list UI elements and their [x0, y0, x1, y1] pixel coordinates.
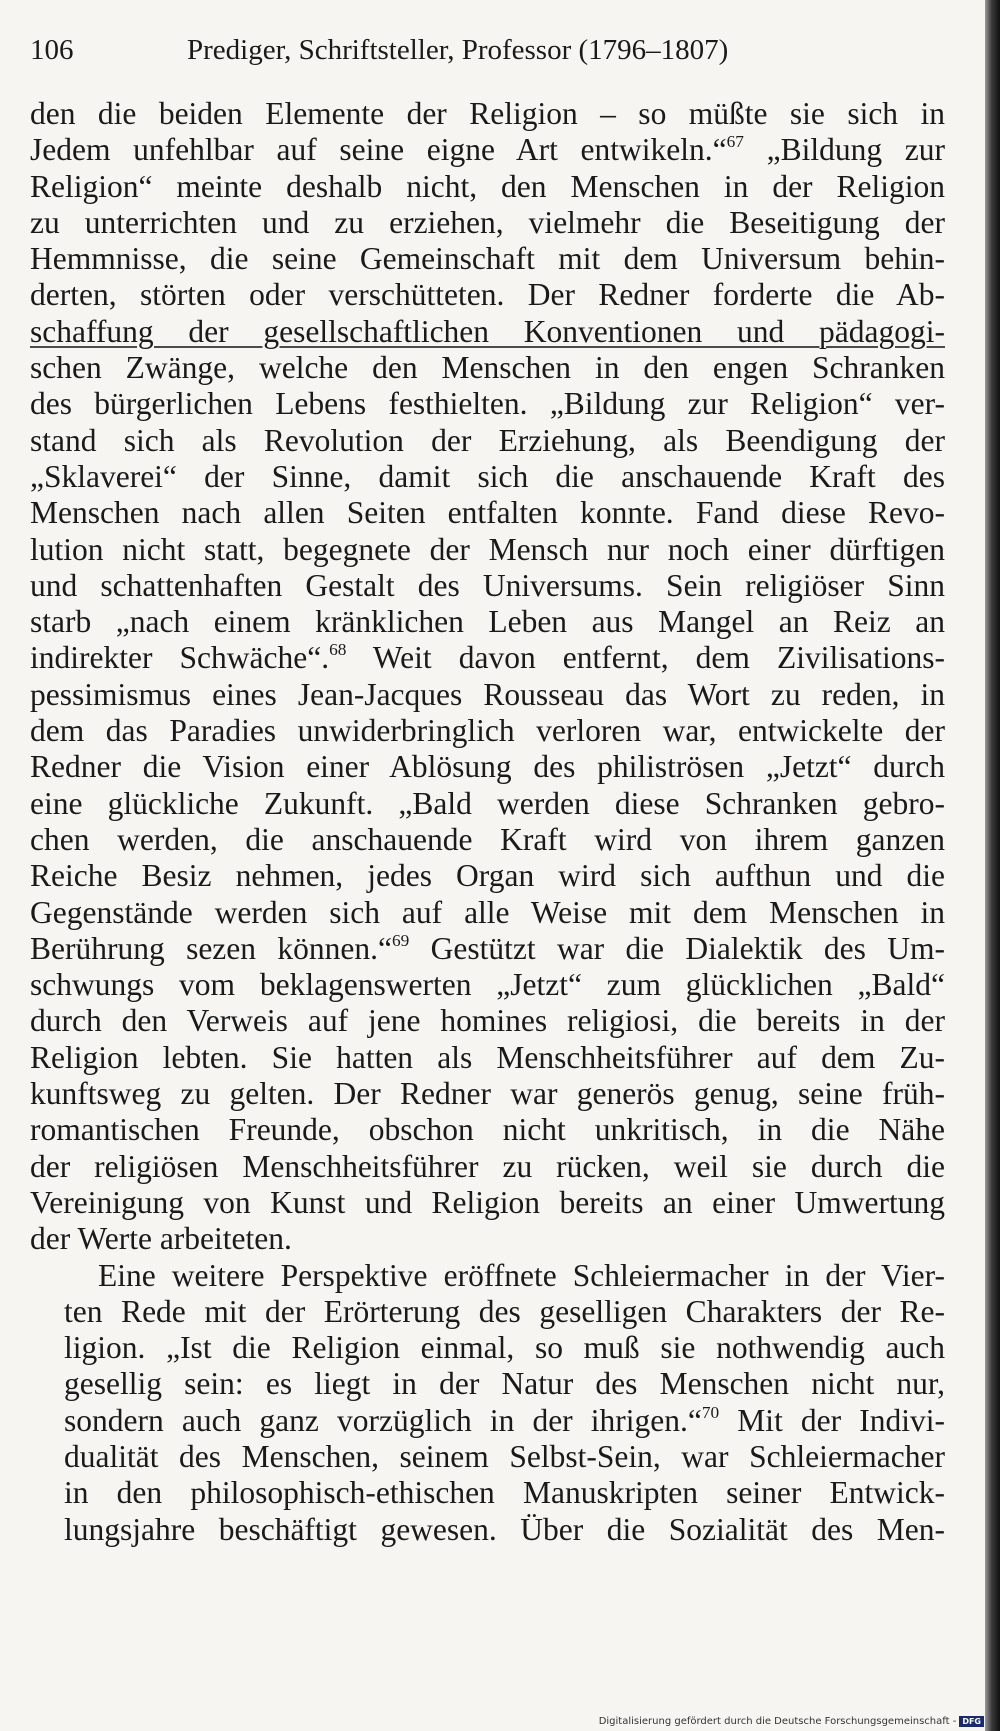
text-line: ligion. „Ist die Religion einmal, so muß sie nothwendig auch — [64, 1330, 945, 1366]
footer-text: Digitalisierung gefördert durch die Deutsche Forschungsgemeinschaft - — [598, 1716, 957, 1727]
text-line: chen werden, die anschauende Kraft wird von ihrem ganzen — [30, 821, 945, 857]
text-line: derten, störten oder verschütteten. Der Redner forderte die Ab- — [30, 277, 945, 313]
paragraph-1 — [30, 96, 945, 1258]
text-line: den die beiden Elemente der Religion – so müßte sie sich in — [30, 96, 945, 131]
text-line: durch den Verweis auf jene homines religiosi, die bereits in der — [30, 1003, 945, 1039]
page-number: 106 — [30, 34, 74, 66]
page-header — [30, 28, 800, 72]
text-line: indirekter Schwäche“.$^{68}$ Weit davon entfernt, dem Zivilisations- — [30, 640, 945, 676]
text-line: des bürgerlichen Lebens festhielten. „Bildung zur Religion“ ver- — [30, 386, 945, 422]
book-binding-edge — [985, 0, 1000, 1731]
underlined-text-line: schaffung der gesellschaftlichen Konventionen und pädagogi- — [30, 313, 945, 349]
text-line: Hemmnisse, die seine Gemeinschaft mit dem Universum behin- — [30, 241, 945, 277]
text-line: Vereinigung von Kunst und Religion bereits an einer Umwertung — [30, 1184, 945, 1220]
text-line: zu unterrichten und zu erziehen, vielmehr die Beseitigung der — [30, 204, 945, 240]
paragraph-2 — [30, 1258, 945, 1548]
text-line: eine glückliche Zukunft. „Bald werden diese Schranken gebro- — [30, 785, 945, 821]
text-line: „Sklaverei“ der Sinne, damit sich die anschauende Kraft des — [30, 458, 945, 494]
text-line: ten Rede mit der Erörterung des geselligen Charakters der Re- — [64, 1293, 945, 1329]
text-line: kunftsweg zu gelten. Der Redner war generös genug, seine früh- — [30, 1076, 945, 1112]
text-line: Berührung sezen können.“$^{69}$ Gestützt war die Dialektik des Um- — [30, 930, 946, 966]
text-line: Religion lebten. Sie hatten als Menschheitsführer auf dem Zu- — [30, 1039, 945, 1075]
text-line: dualität des Menschen, seinem Selbst-Sein, war Schleiermacher — [64, 1438, 945, 1474]
text-line: und schattenhaften Gestalt des Universums. Sein religiöser Sinn — [30, 567, 945, 603]
text-line: starb „nach einem kränklichen Leben aus Mangel an Reiz an — [30, 604, 945, 640]
footnote-ref-69: 69 — [391, 930, 410, 950]
body-text — [30, 96, 945, 1548]
text-line: gesellig sein: es liegt in der Natur des Menschen nicht nur, — [64, 1366, 945, 1402]
text-line: schwungs vom beklagenswerten „Jetzt“ zum glücklichen „Bald“ — [30, 967, 945, 1003]
text-line: lungsjahre beschäftigt gewesen. Über die Sozialität des Men- — [64, 1511, 945, 1547]
text-line: Religion“ meinte deshalb nicht, den Menschen in der Religion — [30, 168, 945, 204]
text-line: der Werte arbeiteten. — [30, 1221, 292, 1257]
footnote-ref-67: 67 — [726, 132, 744, 152]
text-line: Redner die Vision einer Ablösung des philiströsen „Jetzt“ durch — [30, 749, 945, 785]
text-line: schen Zwänge, welche den Menschen in den engen Schranken — [30, 350, 945, 386]
text-line: der religiösen Menschheitsführer zu rücken, weil sie durch die — [30, 1148, 945, 1184]
text-line: Eine weitere Perspektive eröffnete Schleiermacher in der Vier- — [98, 1257, 945, 1293]
text-line: Gegenstände werden sich auf alle Weise mit dem Menschen in — [30, 894, 945, 930]
text-line: pessimismus eines Jean-Jacques Rousseau das Wort zu reden, in — [30, 676, 945, 712]
dfg-logo: DFG — [959, 1716, 984, 1727]
text-line: romantischen Freunde, obschon nicht unkritisch, in die Nähe — [30, 1112, 945, 1148]
text-line: dem das Paradies unwiderbringlich verloren war, entwickelte der — [30, 713, 945, 749]
footnote-ref-70: 70 — [701, 1402, 720, 1422]
text-line: Reiche Besiz nehmen, jedes Organ wird sich aufthun und die — [30, 858, 945, 894]
footnote-ref-68: 68 — [329, 640, 347, 660]
text-line: lution nicht statt, begegnete der Mensch nur noch einer dürftigen — [30, 531, 945, 567]
running-head: Prediger, Schriftsteller, Professor (1796–1807) — [187, 34, 729, 66]
text-line: sondern auch ganz vorzüglich in der ihrigen.“$^{70}$ Mit der Indivi- — [64, 1402, 946, 1438]
text-line: Menschen nach allen Seiten entfalten konnte. Fand diese Revo- — [30, 495, 945, 531]
text-line: in den philosophisch-ethischen Manuskripten seiner Entwick- — [64, 1475, 945, 1511]
text-line: stand sich als Revolution der Erziehung, als Beendigung der — [30, 422, 945, 458]
digitization-footer — [599, 1716, 984, 1727]
text-line: Jedem unfehlbar auf seine eigne Art entwikeln.“$^{67}$ „Bildung zur — [30, 132, 945, 168]
